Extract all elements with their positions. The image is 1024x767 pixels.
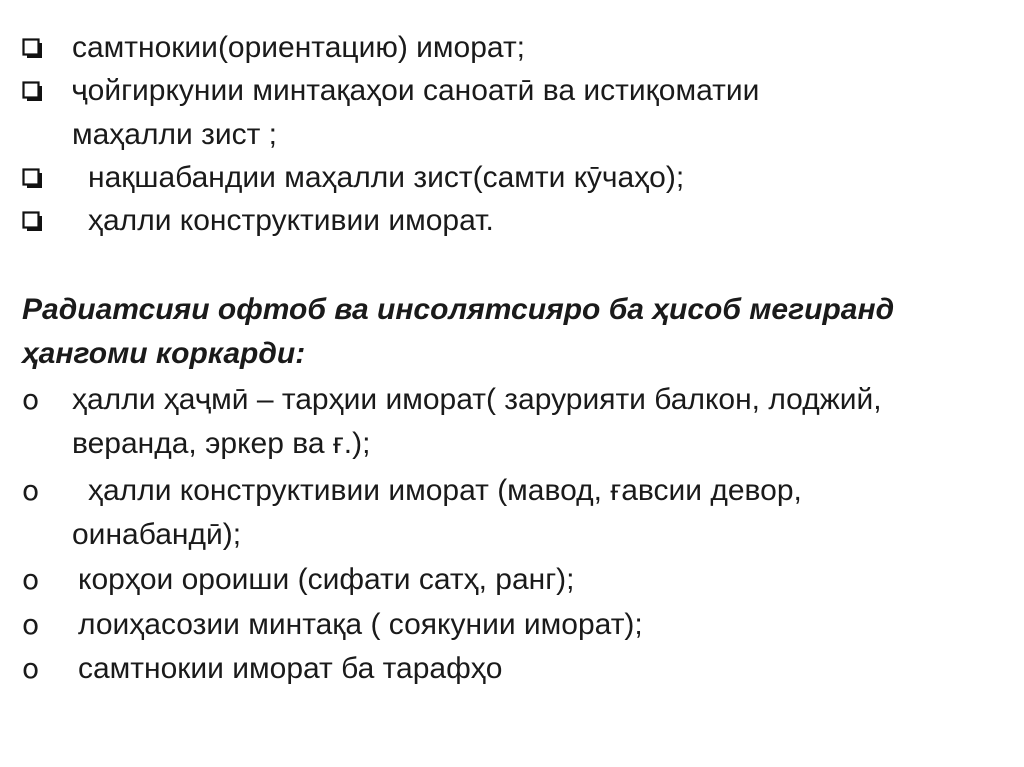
list-item-text-continued: маҳалли зист ; (72, 118, 278, 151)
list-item-text: ҳалли конструктивии иморат. (88, 204, 494, 237)
circle-bullet-icon: o (22, 563, 40, 596)
list-item-text: нақшабандии маҳалли зист(самти кӯчаҳо); (88, 161, 685, 194)
section-heading: Радиатсияи офтоб ва инсолятсияро ба ҳисоб мегиранд (22, 293, 895, 326)
list-item-text: самтнокии(ориентацию) иморат; (72, 31, 526, 64)
list-item-text: самтнокии иморат ба тарафҳо (78, 652, 503, 685)
circle-bullet-icon: o (22, 474, 40, 507)
circle-bullet-icon: o (22, 383, 40, 416)
circle-bullet-icon: o (22, 652, 40, 685)
list-item-text: лоиҳасозии минтақа ( соякунии иморат); (78, 608, 643, 641)
list-item-text: ҳалли конструктивии иморат (мавод, ғавсии девор, (88, 474, 802, 507)
list-item-text: корҳои ороиши (сифати сатҳ, ранг); (78, 563, 575, 596)
circle-bullet-icon: o (22, 608, 40, 641)
checkbox-bullet-icon (22, 38, 43, 59)
checkbox-bullet-icon (22, 81, 43, 102)
section-heading-continued: ҳангоми коркарди: (22, 337, 306, 370)
list-item-text: ҳалли ҳаҷмӣ – тарҳии иморат( зарурияти балкон, лоджий, (72, 383, 882, 416)
list-item-text: ҷойгиркунии минтақаҳои саноатӣ ва истиқоматии (72, 74, 760, 107)
checkbox-bullet-icon (22, 211, 43, 232)
list-item-text-continued: веранда, эркер ва ғ.); (72, 427, 371, 460)
list-item-text-continued: оинабандӣ); (72, 518, 242, 551)
checkbox-bullet-icon (22, 168, 43, 189)
